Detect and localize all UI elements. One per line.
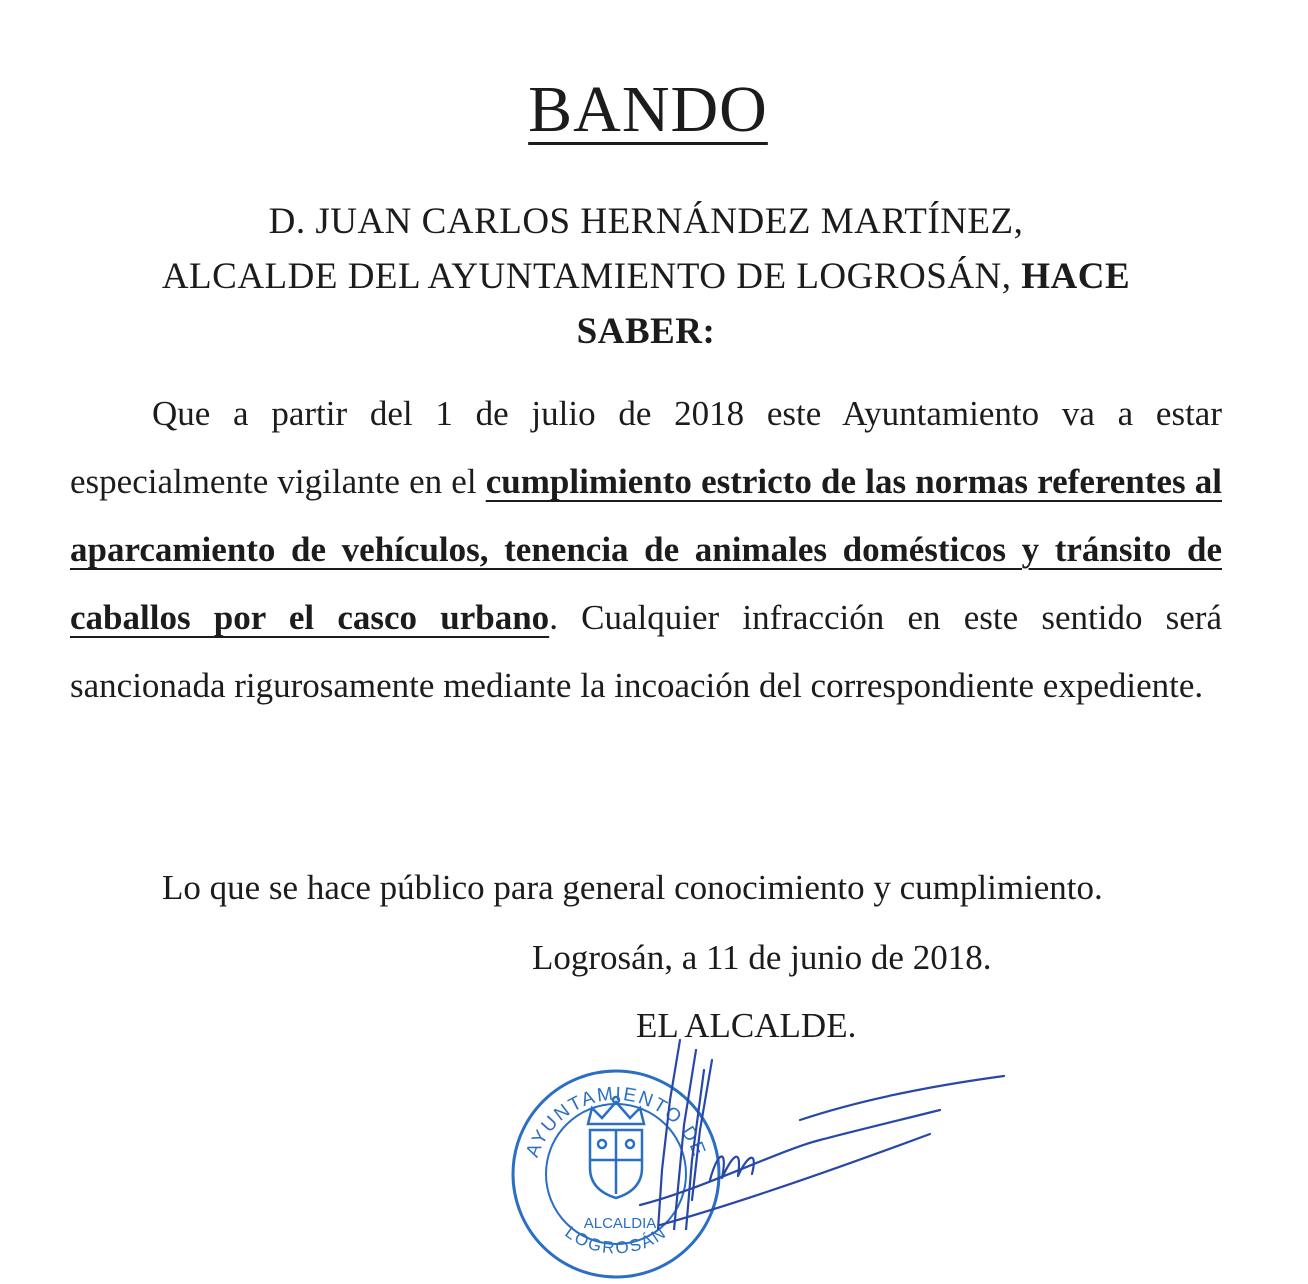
closing-statement: Lo que se hace público para general conocimiento y cumplimiento. — [162, 868, 1103, 907]
body-paragraph — [70, 380, 1222, 720]
seal-bottom-text: LOGROSÁN — [561, 1222, 671, 1258]
body-emphasis: cumplimiento estricto de las normas referentes al aparcamiento de vehículos, tenencia de animales domésticos y tránsito de caballos por el casco urbano — [70, 462, 1222, 637]
heading-mayor-office: ALCALDE DEL AYUNTAMIENTO DE LOGROSÁN, HACE — [161, 256, 1131, 297]
signer-title: EL ALCALDE. — [636, 1006, 857, 1045]
heading-saber: SABER: — [576, 311, 716, 352]
mayor-signature — [600, 1030, 1020, 1230]
heading-hace: HACE — [1021, 256, 1131, 297]
place-date: Logrosán, a 11 de junio de 2018. — [532, 938, 992, 977]
seal-top-text: AYUNTAMIENTO DE — [522, 1083, 710, 1161]
document-heading — [70, 194, 1222, 359]
document-title: BANDO — [528, 73, 768, 146]
heading-mayor-name: D. JUAN CARLOS HERNÁNDEZ MARTÍNEZ, — [268, 201, 1024, 242]
body-outro: . Cualquier infracción en este sentido será sancionada rigurosamente mediante la incoación del correspondiente expediente. — [70, 598, 1222, 705]
body-intro: Que a partir del 1 de julio de 2018 este Ayuntamiento va a estar especialmente vigilante en el — [70, 394, 1222, 501]
seal-center-text: ALCALDIA — [583, 1215, 657, 1232]
